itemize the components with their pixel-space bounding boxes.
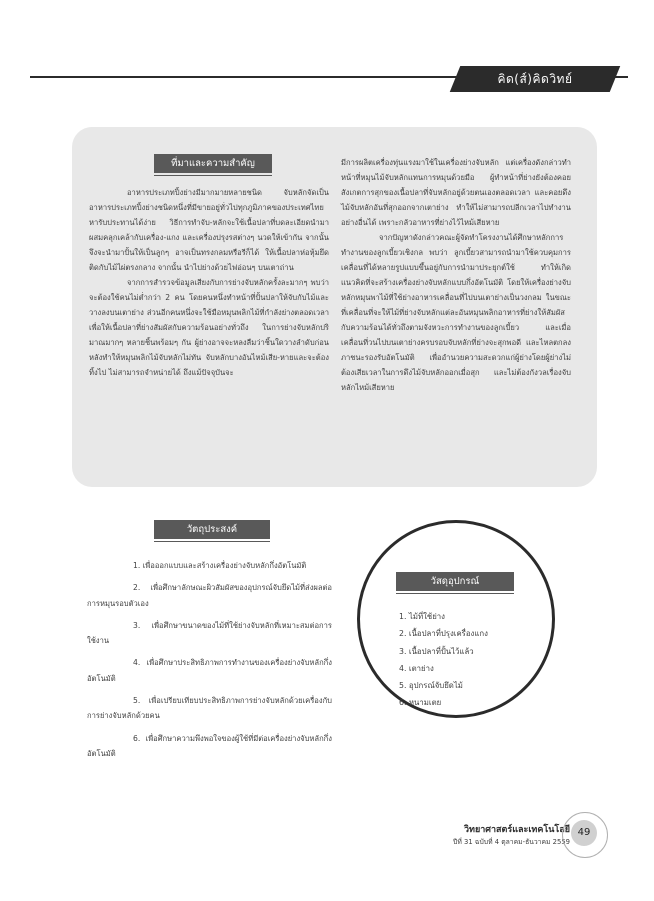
background-left-column bbox=[89, 185, 329, 380]
list-item: 6. เพื่อศึกษาความพึงพอใจของผู้ใช้ที่มีต่อเครื่องย่างจับหลักกึ่งอัตโนมัติ bbox=[87, 733, 332, 758]
list-item: 5. เพื่อเปรียบเทียบประสิทธิภาพการย่างจับหลักด้วยเครื่องกับการย่างจับหลักด้วยคน bbox=[87, 696, 332, 721]
background-heading: ที่มาและความสำคัญ bbox=[154, 154, 272, 173]
list-item: 2. เนื้อปลาที่ปรุงเครื่องแกง bbox=[399, 629, 488, 639]
objectives-heading: วัตถุประสงค์ bbox=[154, 520, 270, 539]
objectives-list bbox=[87, 558, 332, 768]
list-item: 3. เพื่อศึกษาขนาดของไม้ที่ใช้ย่างจับหลักที่เหมาะสมต่อการใช้งาน bbox=[87, 620, 332, 646]
paragraph: มีการผลิตเครื่องทุ่นแรงมาใช้ในเครื่องย่างจับหลัก แต่เครื่องดังกล่าวทำหน้าที่หมุนไม้จับหลักแทนการหมุนด้วยมือ ผู้ทำหน้าที่ย่างยังต้องคอยสังเกตการสุกของเนื้อปลาที่จับหลักอยู่ด้วยตนเองตลอดเวลา และคอยดึงไม้จับหลักอันที่สุกออกจากเตาย่าง ทำให้ไม่สามารถปลีกเวลาไปทำงานอย่างอื่นได้ เพราะกลัวอาหารที่ย่างไว้ไหม้เสียหาย bbox=[341, 158, 571, 227]
page-number-badge bbox=[571, 820, 597, 846]
list-item: 5. อุปกรณ์จับยึดไม้ bbox=[399, 681, 463, 691]
section-tab-label: คิด(ส์)คิดวิทย์ bbox=[497, 72, 573, 86]
list-item: 3. เนื้อปลาที่ปั้นไว้แล้ว bbox=[399, 646, 474, 656]
paragraph: อาหารประเภทปิ้งย่างมีมากมายหลายชนิด จับหลักจัดเป็นอาหารประเภทปิ้งย่างชนิดหนึ่งที่มีขายอยู่ทั่วไปทุกภูมิภาคของประเทศไทย หารับประทานได้ง่าย วิธีการทำจับ-หลักจะใช้เนื้อปลาที่บดละเอียดนำมาผสมคลุกเคล้ากับเครื่อง-แกง และเครื่องปรุงรสต่างๆ นวดให้เข้ากัน จากนั้น จึงจะนำมาปั้นให้เป็นลูกๆ อาจเป็นทรงกลมหรือรีก็ได้ ให้เนื้อปลาห่อหุ้มยึดติดกับไม้ไผ่ตรงกลาง จากนั้น นำไปย่างด้วยไฟอ่อนๆ บนเตาถ่าน bbox=[89, 188, 329, 272]
materials-heading: วัสดุอุปกรณ์ bbox=[396, 572, 514, 591]
list-item: 1. ไม้ที่ใช้ย่าง bbox=[399, 612, 445, 621]
magazine-title: วิทยาศาสตร์และเทคโนโลยี bbox=[463, 825, 570, 835]
list-item: 2. เพื่อศึกษาลักษณะผิวสัมผัสของอุปกรณ์จับยึดไม้ที่ส่งผลต่อการหมุนรอบตัวเอง bbox=[87, 583, 332, 608]
background-right-column bbox=[341, 155, 571, 395]
page-number: 49 bbox=[577, 827, 591, 838]
section-tab bbox=[450, 66, 621, 92]
materials-list bbox=[399, 608, 488, 712]
list-item: 4. เพื่อศึกษาประสิทธิภาพการทำงานของเครื่องย่างจับหลักกึ่งอัตโนมัติ bbox=[87, 658, 332, 683]
list-item: 1. เพื่อออกแบบและสร้างเครื่องย่างจับหลักกึ่งอัตโนมัติ bbox=[133, 561, 307, 570]
paragraph: จากปัญหาดังกล่าวคณะผู้จัดทำโครงงานได้ศึกษาหลักการทำงานของลูกเบี้ยวเชิงกล พบว่า ลูกเบี้ยวสามารถนำมาใช้ควบคุมการเคลื่อนที่ได้หลายรูปแบบขึ้นอยู่กับการนำมาประยุกต์ใช้ ทำให้เกิดแนวคิดที่จะสร้างเครื่องย่างจับหลักแบบกึ่งอัตโนมัติ โดยให้เครื่องย่างจับหลักหมุนพาไม้ที่ใช้ย่างอาหารเคลื่อนที่ไปบนเตาย่างเป็นวงกลม ในขณะที่เคลื่อนที่จะให้ไม้ที่ย่างจับหลักแต่ละอันหมุนพลิกอาหารที่ย่างให้สัมผัสกับความร้อนได้ทั่วถึงตามจังหวะการทำงานของลูกเบี้ยว และเมื่อเคลื่อนที่วนไปบนเตาย่างครบรอบจับหลักที่ย่างจะสุกพอดี และไหลตกลงภาชนะรองรับอัตโนมัติ เพื่ออำนวยความสะดวกแก่ผู้ย่างโดยผู้ย่างไม่ต้องเสียเวลาในการดึงไม้จับหลักออกเมื่อสุก และไม่ต้องกังวลเรื่องจับหลักไหม้เสียหาย bbox=[341, 233, 571, 392]
list-item: 4. เตาย่าง bbox=[399, 663, 434, 673]
list-item: 6. หนามเตย bbox=[399, 698, 442, 708]
issue-info: ปีที่ 31 ฉบับที่ 4 ตุลาคม-ธันวาคม 2559 bbox=[453, 838, 570, 846]
paragraph: จากการสำรวจข้อมูลเสียงกับการย่างจับหลักครั้งละมากๆ พบว่า จะต้องใช้คนไม่ต่ำกว่า 2 คน โดยคนหนึ่งทำหน้าที่ปั้นปลาให้จับกับไม้และวางลงบนเตาย่าง ส่วนอีกคนหนึ่งจะใช้มือหมุนพลิกไม้ที่กำลังย่างตลอดเวลา เพื่อให้เนื้อปลาที่ย่างสัมผัสกับความร้อนอย่างทั่วถึง ในการย่างจับหลักปริมาณมากๆ หลายชิ้นพร้อมๆ กัน ผู้ย่างอาจจะหลงลืมว่าชิ้นใดวางลำดับก่อนหลังทำให้หมุนพลิกไม้จับหลักไม่ทัน จับหลักบางอันไหม้เสีย-หายและจะต้องทิ้งไป ไม่สามารถจำหน่ายได้ ถึงแม้ปัจจุบันจะ bbox=[89, 278, 329, 377]
